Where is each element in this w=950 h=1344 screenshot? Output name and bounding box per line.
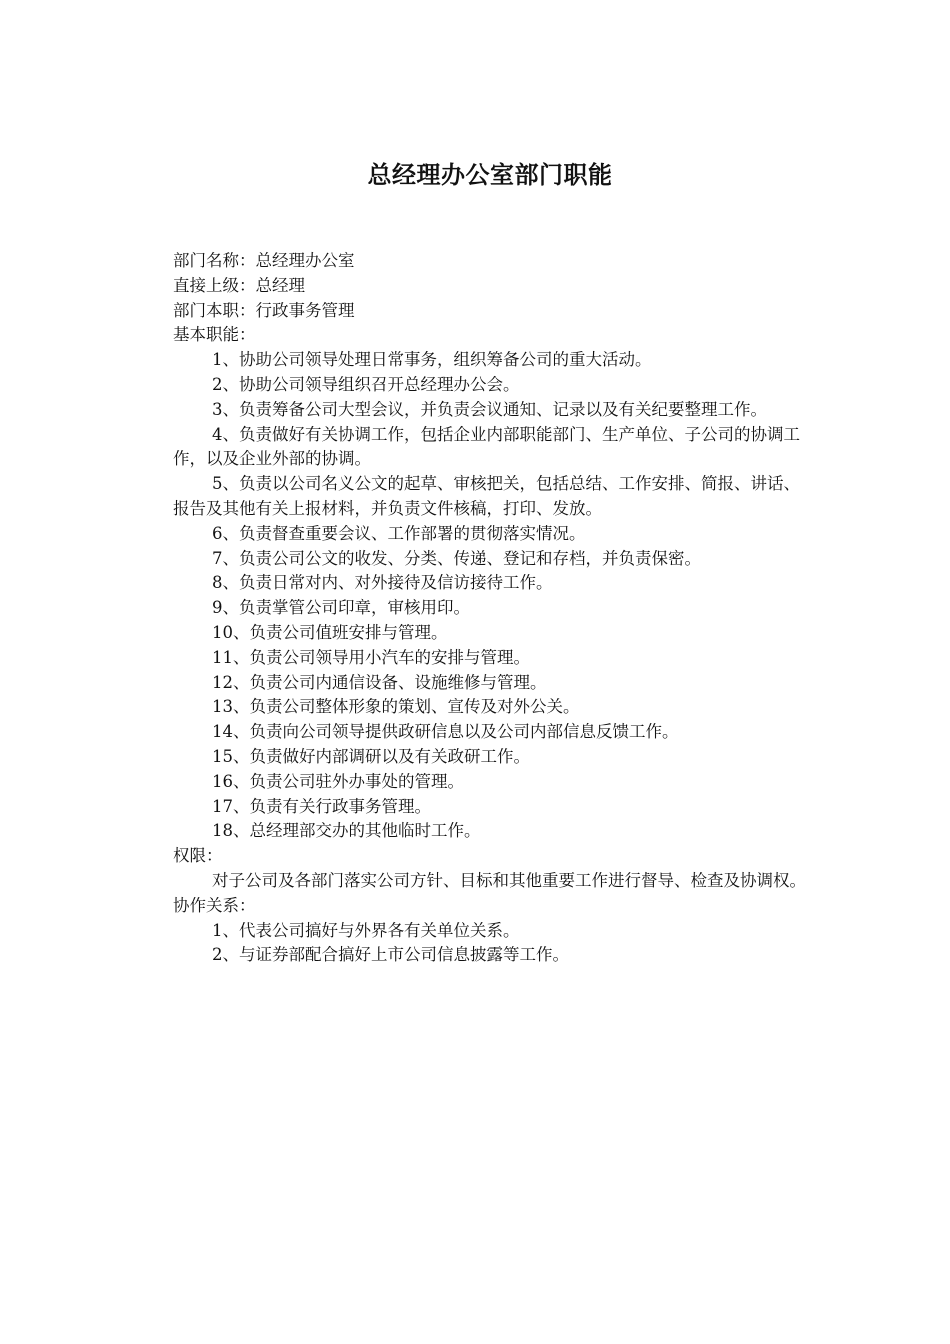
authority-heading: 权限： — [173, 846, 223, 866]
cooperation-item: 2、与证券部配合搞好上市公司信息披露等工作。 — [212, 945, 569, 965]
function-item: 15、负责做好内部调研以及有关政研工作。 — [212, 746, 530, 766]
function-item: 10、负责公司值班安排与管理。 — [212, 622, 448, 642]
superior-line: 直接上级：总经理 — [173, 275, 305, 295]
function-item: 6、负责督查重要会议、工作部署的贯彻落实情况。 — [212, 523, 586, 543]
function-item: 5、负责以公司名义公文的起草、审核把关，包括总结、工作安排、简报、讲话、报告及其他有关上报材料，并负责文件核稿，打印、发放。 — [173, 474, 800, 518]
function-item: 12、负责公司内通信设备、设施维修与管理。 — [212, 672, 547, 692]
function-item: 18、总经理部交办的其他临时工作。 — [212, 821, 481, 841]
function-item: 13、负责公司整体形象的策划、宣传及对外公关。 — [212, 697, 580, 717]
function-item: 9、负责掌管公司印章，审核用印。 — [212, 598, 470, 618]
function-item: 7、负责公司公文的收发、分类、传递、登记和存档，并负责保密。 — [212, 548, 701, 568]
function-item: 17、负责有关行政事务管理。 — [212, 796, 431, 816]
duty-line: 部门本职：行政事务管理 — [173, 300, 355, 320]
function-item: 14、负责向公司领导提供政研信息以及公司内部信息反馈工作。 — [212, 722, 679, 742]
function-item: 4、负责做好有关协调工作，包括企业内部职能部门、生产单位、子公司的协调工作，以及企业外部的协调。 — [173, 424, 800, 469]
document-body — [173, 249, 809, 968]
page-title: 总经理办公室部门职能 — [367, 161, 613, 189]
function-item: 8、负责日常对内、对外接待及信访接待工作。 — [212, 573, 553, 593]
function-item: 16、负责公司驻外办事处的管理。 — [212, 771, 464, 791]
dept-name-line: 部门名称：总经理办公室 — [173, 251, 355, 270]
authority-text: 对子公司及各部门落实公司方针、目标和其他重要工作进行督导、检查及协调权。 — [212, 870, 806, 890]
function-item: 1、协助公司领导处理日常事务，组织筹备公司的重大活动。 — [212, 350, 652, 370]
function-item: 11、负责公司领导用小汽车的安排与管理。 — [212, 647, 530, 667]
functions-heading: 基本职能： — [173, 325, 256, 345]
function-item: 3、负责筹备公司大型会议，并负责会议通知、记录以及有关纪要整理工作。 — [212, 399, 767, 419]
cooperation-item: 1、代表公司搞好与外界各有关单位关系。 — [212, 920, 520, 940]
function-item: 2、协助公司领导组织召开总经理办公会。 — [212, 374, 520, 394]
cooperation-heading: 协作关系： — [173, 895, 256, 915]
